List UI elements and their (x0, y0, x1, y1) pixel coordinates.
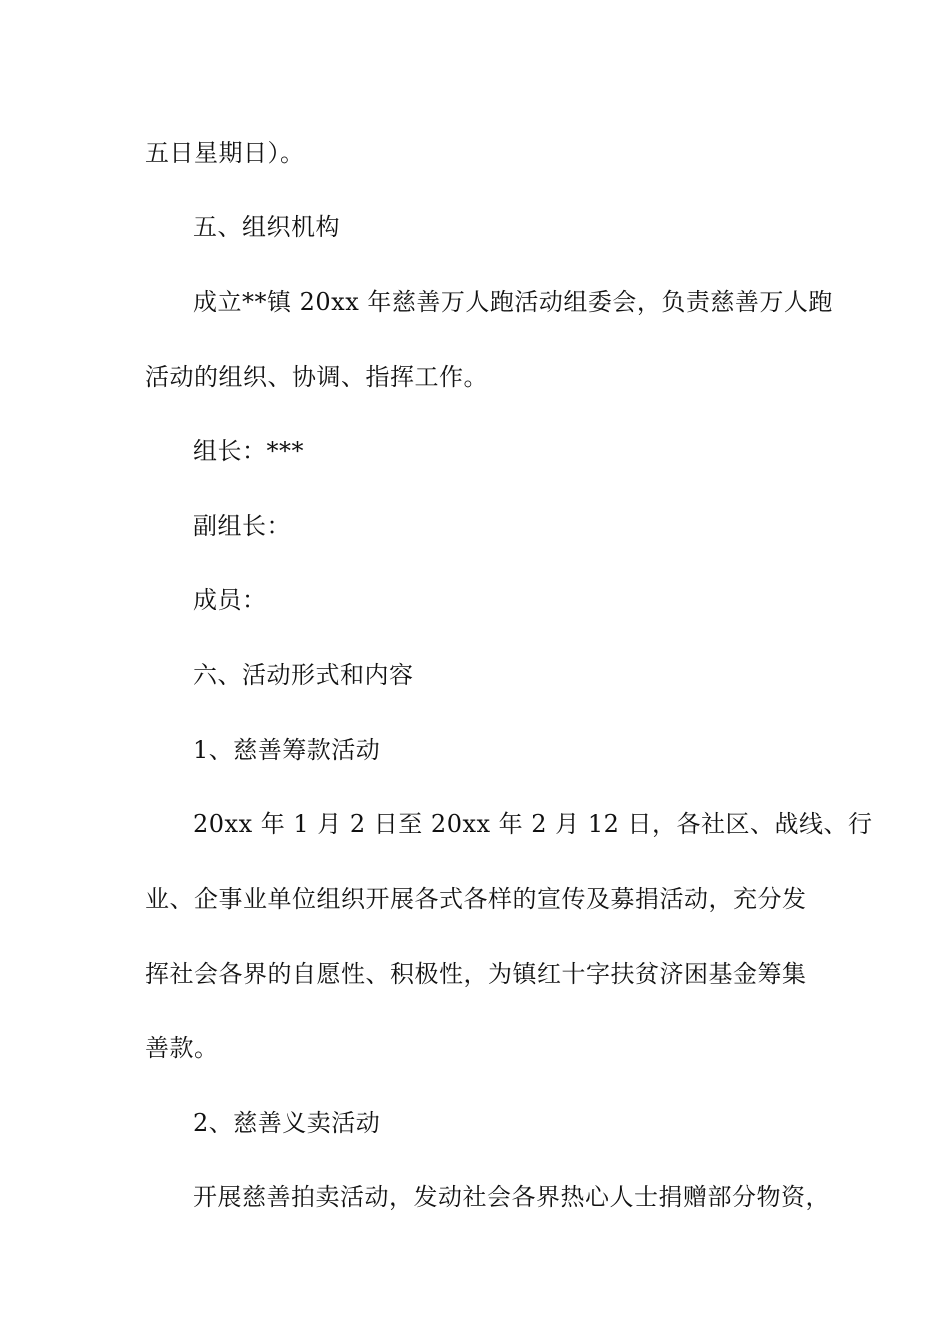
paragraph-line: 业、企事业单位组织开展各式各样的宣传及募捐活动，充分发 (145, 885, 807, 913)
paragraph-line: 组长：*** (193, 437, 304, 465)
paragraph-line: 善款。 (145, 1034, 219, 1062)
subsection-heading: 1、慈善筹款活动 (193, 736, 381, 764)
subsection-heading: 2、慈善义卖活动 (193, 1109, 381, 1137)
section-heading: 六、活动形式和内容 (193, 661, 414, 689)
paragraph-line: 挥社会各界的自愿性、积极性，为镇红十字扶贫济困基金筹集 (145, 960, 807, 988)
paragraph-line: 活动的组织、协调、指挥工作。 (145, 363, 488, 391)
section-heading: 五、组织机构 (193, 213, 340, 241)
paragraph-line: 副组长： (193, 512, 291, 540)
paragraph-line: 成员： (193, 586, 267, 614)
paragraph-line: 五日星期日）。 (145, 139, 305, 167)
paragraph-line: 开展慈善拍卖活动，发动社会各界热心人士捐赠部分物资， (193, 1183, 830, 1211)
paragraph-line: 成立**镇 20xx 年慈善万人跑活动组委会，负责慈善万人跑 (193, 288, 833, 316)
paragraph-line: 20xx 年 1 月 2 日至 20xx 年 2 月 12 日，各社区、战线、行 (193, 810, 873, 838)
